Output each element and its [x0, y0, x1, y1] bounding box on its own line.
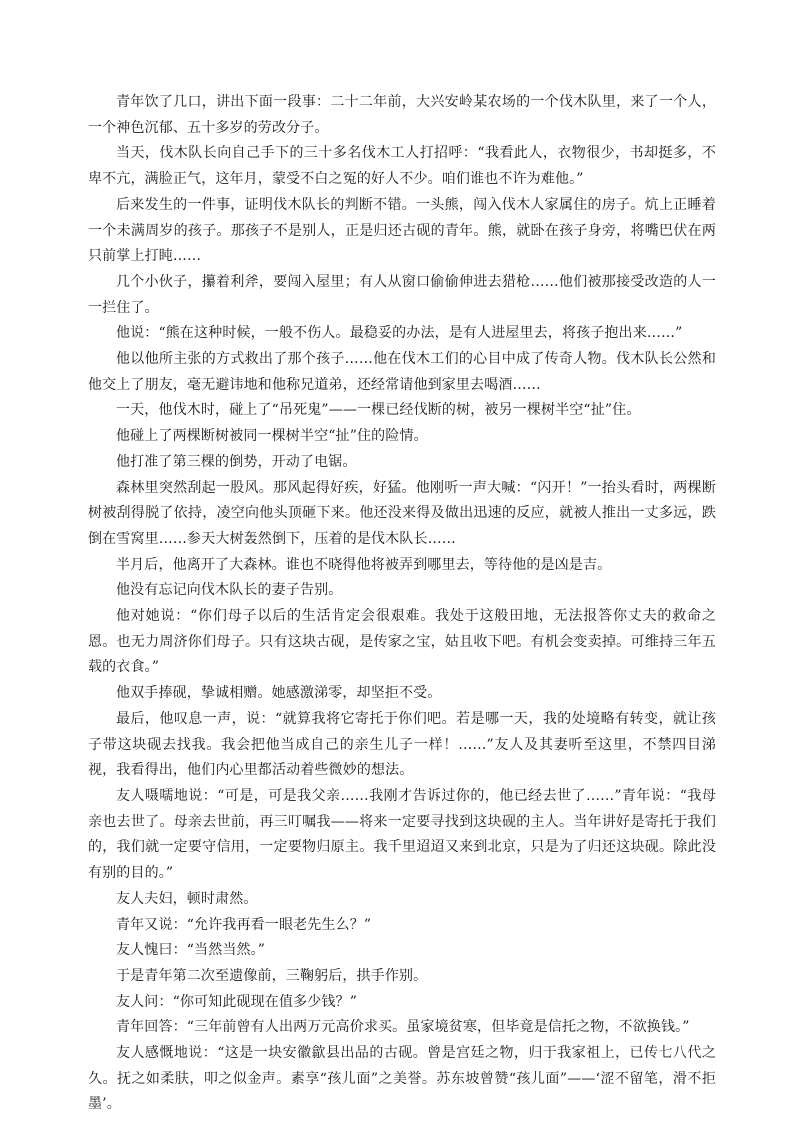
paragraph: 于是青年第二次至遗像前，三鞠躬后，拱手作别。 — [116, 967, 428, 984]
paragraph: 青年回答：“三年前曾有人出两万元高价求买。虽家境贫寒，但毕竟是信托之物，不欲换钱。” — [116, 1019, 690, 1036]
paragraph: 他碰上了两棵断树被同一棵树半空“扯”住的险情。 — [116, 428, 428, 445]
paragraph: 几个小伙子，攥着利斧，要闯入屋里；有人从窗口偷偷伸进去猎枪……他们被那接受改造的人一一拦住了。 — [88, 273, 716, 316]
paragraph: 友人夫妇，顿时肃然。 — [116, 890, 258, 907]
paragraph: 友人问：“你可知此砚现在值多少钱？” — [116, 993, 358, 1010]
paragraph: 他打准了第三棵的倒势，开动了电锯。 — [116, 453, 357, 470]
paragraph: 森林里突然刮起一股风。那风起得好疾，好猛。他刚听一声大喊：“闪开！”一抬头看时，两棵断树被刮得脱了依持，凌空向他头顶砸下来。他还没来得及做出迅速的反应，就被人推出一丈多远，跌倒在雪窝里……参天大树轰然倒下，压着的是伐木队长…… — [88, 479, 716, 547]
document-body — [88, 90, 716, 1118]
paragraph: 友人感慨地说：“这是一块安徽歙县出品的古砚。曾是宫廷之物，归于我家祖上，已传七八代之久。抚之如柔肤，叩之似金声。素享“孩儿面”之美誉。苏东坡曾赞“孩儿面”——‘涩不留笔，滑不拒墨’。 — [88, 1045, 716, 1113]
paragraph: 他说：“熊在这种时候，一般不伤人。最稳妥的办法，是有人进屋里去，将孩子抱出来……” — [116, 325, 683, 342]
paragraph: 他对她说：“你们母子以后的生活肯定会很艰难。我处于这般田地，无法报答你丈夫的救命之恩。也无力周济你们母子。只有这块古砚，是传家之宝，姑且收下吧。有机会变卖掉。可维持三年五载的衣食。” — [88, 608, 716, 676]
paragraph: 他以他所主张的方式救出了那个孩子……他在伐木工们的心目中成了传奇人物。伐木队长公然和他交上了朋友，毫无避讳地和他称兄道弟，还经常请他到家里去喝酒…… — [88, 351, 716, 393]
paragraph: 他双手捧砚，挚诚相赠。她感激涕零，却坚拒不受。 — [116, 685, 442, 702]
paragraph: 当天，伐木队长向自己手下的三十多名伐木工人打招呼：“我看此人，衣物很少，书却挺多，不卑不亢，满脸正气，这年月，蒙受不白之冤的好人不少。咱们谁也不许为难他。” — [88, 145, 716, 188]
paragraph: 他没有忘记向伐木队长的妻子告别。 — [116, 582, 343, 599]
paragraph: 最后，他叹息一声，说：“就算我将它寄托于你们吧。若是哪一天，我的处境略有转变，就让孩子带这块砚去找我。我会把他当成自己的亲生儿子一样！……”友人及其妻听至这里，不禁四目涕视，我看得出，他们内心里都活动着些微妙的想法。 — [88, 710, 716, 779]
paragraph: 半月后，他离开了大森林。谁也不晓得他将被弄到哪里去，等待他的是凶是吉。 — [116, 556, 612, 573]
paragraph: 友人嗫嚅地说：“可是，可是我父亲……我刚才告诉过你的，他已经去世了……”青年说：“我母亲也去世了。母亲去世前，再三叮嘱我——将来一定要寻找到这块砚的主人。当年讲好是寄托于我们的，我们就一定要守信用，一定要物归原主。我千里迢迢又来到北京，只是为了归还这块砚。除此没有别的目的。” — [88, 787, 716, 882]
paragraph: 青年又说：“允许我再看一眼老先生么？” — [116, 916, 372, 933]
paragraph: 青年饮了几口，讲出下面一段事：二十二年前，大兴安岭某农场的一个伐木队里，来了一个人，一个神色沉郁、五十多岁的劳改分子。 — [88, 94, 716, 136]
paragraph: 友人愧曰：“当然当然。” — [116, 942, 266, 959]
paragraph: 后来发生的一件事，证明伐木队长的判断不错。一头熊，闯入伐木人家属住的房子。炕上正睡着一个未满周岁的孩子。那孩子不是别人，正是归还古砚的青年。熊，就卧在孩子身旁，将嘴巴伏在两只前掌上打盹…… — [88, 196, 716, 265]
paragraph: 一天，他伐木时，碰上了“吊死鬼”——一棵已经伐断的树，被另一棵树半空“扯”住。 — [116, 402, 641, 419]
